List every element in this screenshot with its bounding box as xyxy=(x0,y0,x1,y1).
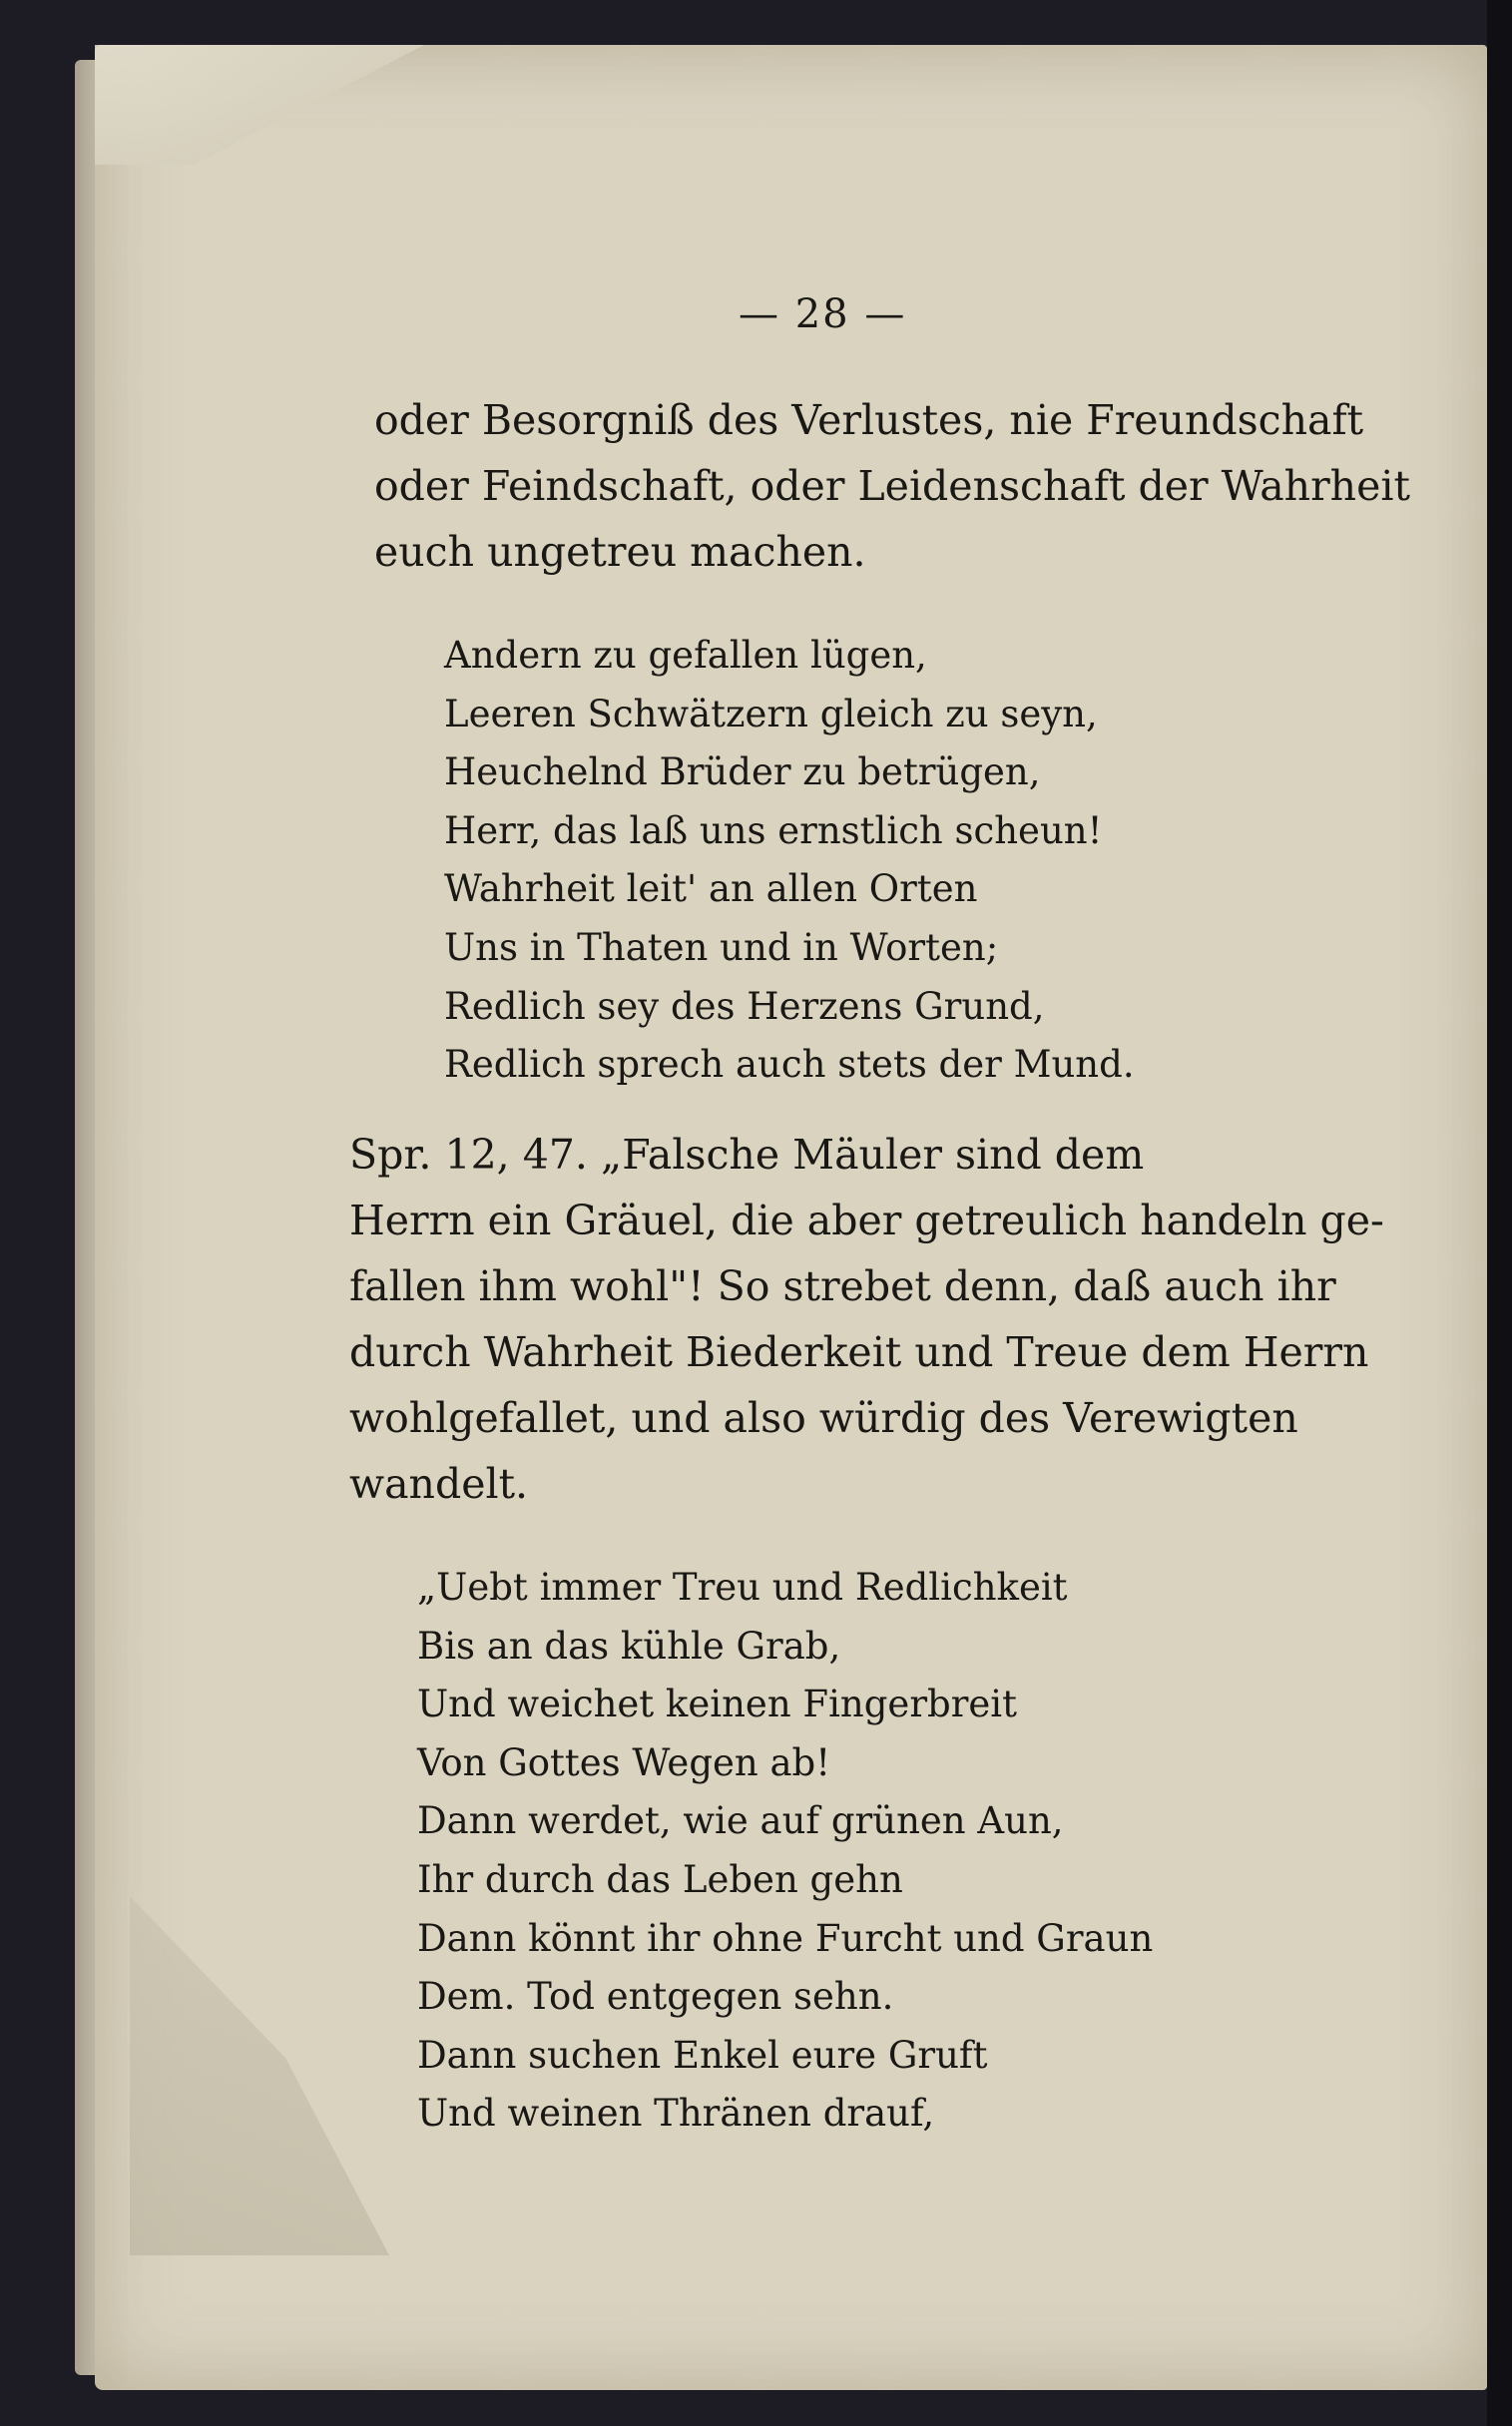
text-line: wohlgefallet, und also würdig des Verewigten xyxy=(349,1394,1298,1442)
verse-line: Herr, das laß uns ernstlich scheun! xyxy=(444,808,1103,852)
verse-line: Wahrheit leit' an allen Orten xyxy=(444,867,978,911)
text-line: oder Besorgniß des Verlustes, nie Freundschaft xyxy=(374,396,1364,444)
verse-line: Und weichet keinen Fingerbreit xyxy=(417,1683,1017,1726)
text-line: oder Feindschaft, oder Leidenschaft der Wahrheit xyxy=(374,462,1410,510)
verse-line: Dann könnt ihr ohne Furcht und Graun xyxy=(417,1916,1154,1960)
verse-1 xyxy=(444,627,1135,1095)
text-line: Herrn ein Gräuel, die aber getreulich handeln ge- xyxy=(349,1197,1384,1244)
verse-line: Und weinen Thränen drauf, xyxy=(417,2092,935,2136)
verse-line: Von Gottes Wegen ab! xyxy=(417,1740,831,1784)
verse-line: Heuchelnd Brüder zu betrügen, xyxy=(444,750,1041,794)
text-line: euch ungetreu machen. xyxy=(374,528,866,576)
verse-line: Redlich sey des Herzens Grund, xyxy=(444,984,1045,1028)
verse-line: Dann suchen Enkel eure Gruft xyxy=(417,2033,988,2077)
verse-line: Bis an das kühle Grab, xyxy=(417,1624,841,1668)
verse-2 xyxy=(417,1559,1153,2144)
verse-line: Leeren Schwätzern gleich zu seyn, xyxy=(444,692,1098,735)
verse-line: Dem. Tod entgegen sehn. xyxy=(417,1975,894,2019)
text-line: Spr. 12, 47. „Falsche Mäuler sind dem xyxy=(349,1131,1145,1179)
paragraph-1 xyxy=(374,387,1410,585)
page-number: — 28 — xyxy=(739,291,907,337)
scanner-background xyxy=(1487,0,1512,2426)
verse-line: Andern zu gefallen lügen, xyxy=(444,634,927,677)
text-line: fallen ihm wohl"! So strebet denn, daß auch ihr xyxy=(349,1262,1336,1310)
verse-line: Redlich sprech auch stets der Mund. xyxy=(444,1043,1135,1087)
verse-line: Ihr durch das Leben gehn xyxy=(417,1857,903,1901)
paragraph-2 xyxy=(349,1122,1384,1517)
verse-line: „Uebt immer Treu und Redlichkeit xyxy=(417,1566,1068,1609)
verse-line: Uns in Thaten und in Worten; xyxy=(444,925,999,969)
verse-line: Dann werdet, wie auf grünen Aun, xyxy=(417,1799,1064,1843)
text-line: durch Wahrheit Biederkeit und Treue dem Herrn xyxy=(349,1328,1369,1376)
text-line: wandelt. xyxy=(349,1460,529,1508)
